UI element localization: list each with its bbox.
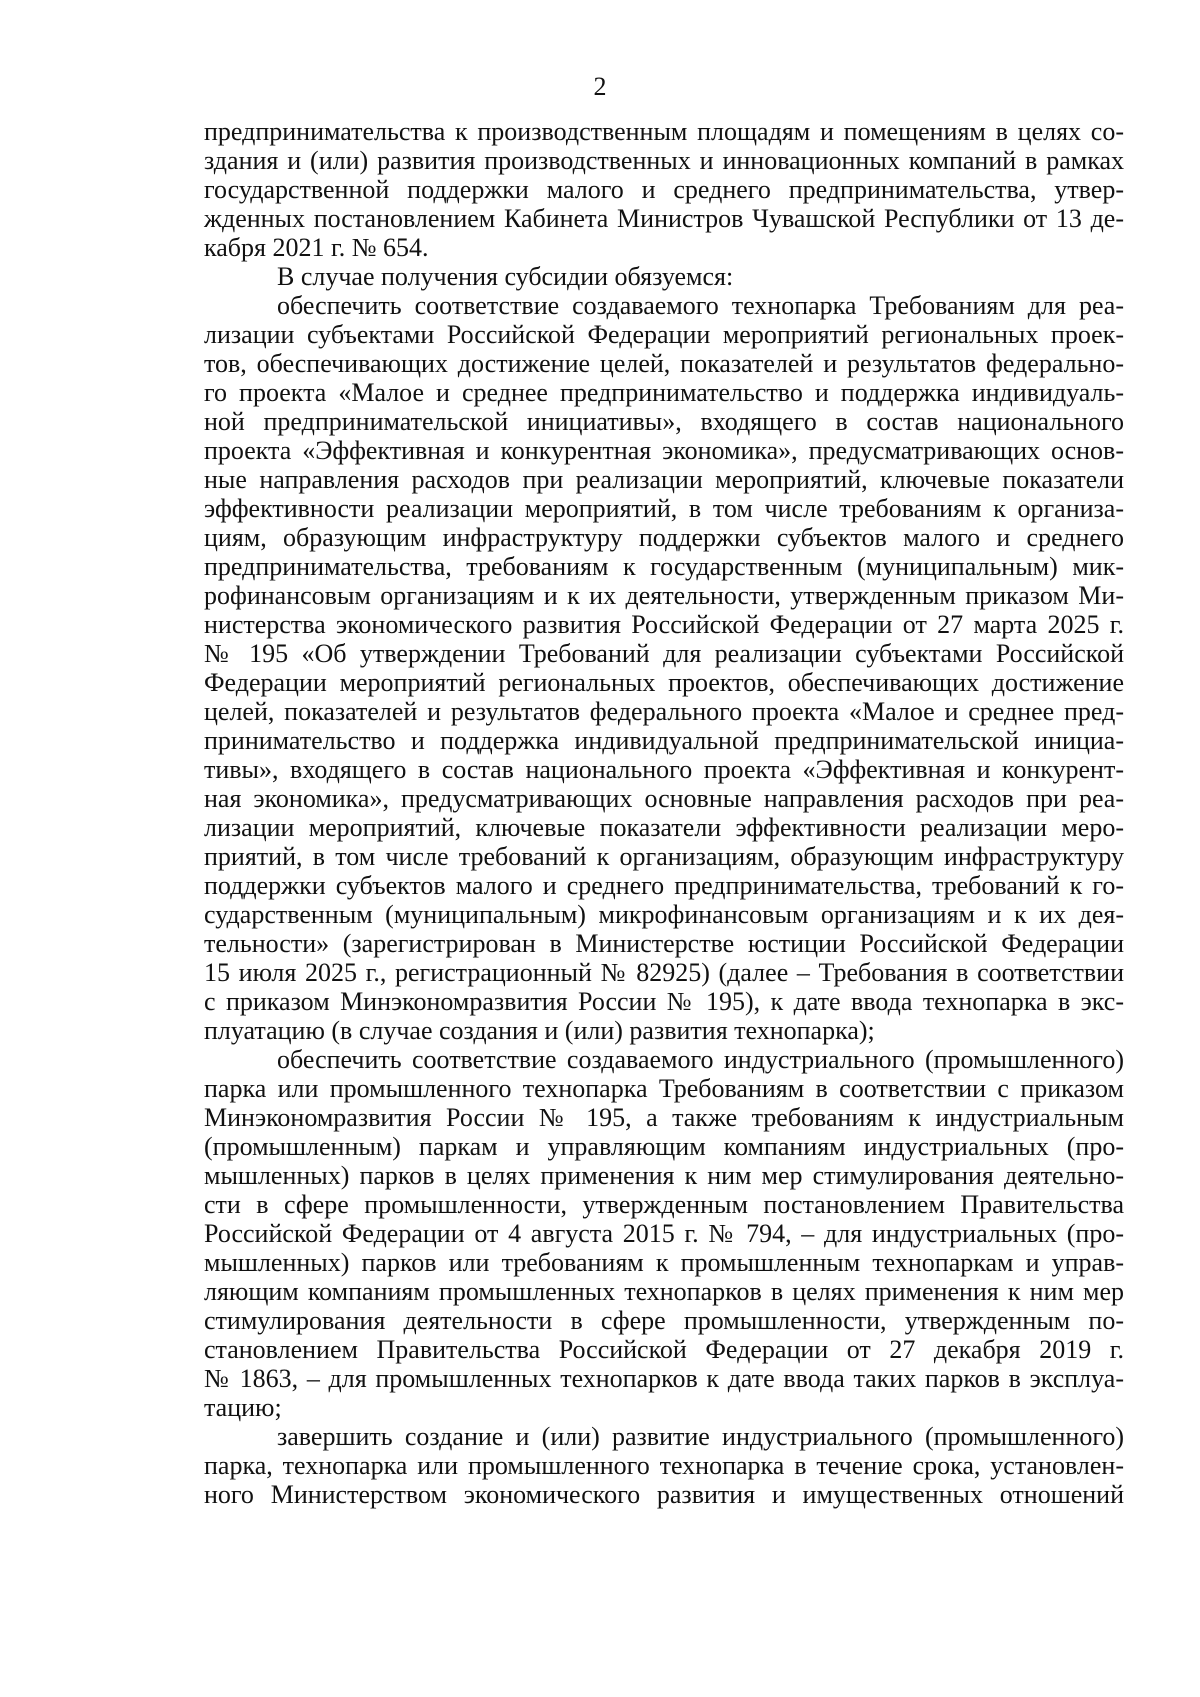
text-line: рофинансовым организациям и к их деятельности, утвержденным приказом Ми-	[204, 581, 1124, 610]
text-line: тельности» (зарегистрирован в Министерстве юстиции Российской Федерации	[204, 929, 1124, 958]
text-line: ной предпринимательской инициативы», входящего в состав национального	[204, 407, 1124, 436]
text-line: нистерства экономического развития Российской Федерации от 27 марта 2025 г.	[204, 610, 1124, 639]
text-line: ные направления расходов при реализации мероприятий, ключевые показатели	[204, 465, 1124, 494]
text-line: стимулирования деятельности в сфере промышленности, утвержденным по-	[204, 1306, 1124, 1335]
text-line: тивы», входящего в состав национального проекта «Эффективная и конкурент-	[204, 755, 1124, 784]
text-line: становлением Правительства Российской Федерации от 27 декабря 2019 г.	[204, 1335, 1124, 1364]
text-line: парка или промышленного технопарка Требованиям в соответствии с приказом	[204, 1074, 1124, 1103]
text-line: го проекта «Малое и среднее предпринимательство и поддержка индивидуаль-	[204, 378, 1124, 407]
page-number: 2	[593, 72, 607, 101]
text-line: 15 июля 2025 г., регистрационный № 82925) (далее – Требования в соответствии	[204, 958, 1124, 987]
text-line: В случае получения субсидии обязуемся:	[277, 262, 734, 291]
body-text	[204, 117, 1124, 1509]
text-line: тацию;	[204, 1393, 282, 1422]
text-line: государственной поддержки малого и среднего предпринимательства, утвер-	[204, 175, 1124, 204]
text-line: здания и (или) развития производственных и инновационных компаний в рамках	[204, 146, 1124, 175]
text-line: целей, показателей и результатов федерального проекта «Малое и среднее пред-	[204, 697, 1124, 726]
text-line: обеспечить соответствие создаваемого технопарка Требованиям для реа-	[277, 291, 1124, 320]
text-line: поддержки субъектов малого и среднего предпринимательства, требований к го-	[204, 871, 1124, 900]
text-line: (промышленным) паркам и управляющим компаниям индустриальных (про-	[204, 1132, 1124, 1161]
text-line: плуатацию (в случае создания и (или) развития технопарка);	[204, 1016, 875, 1045]
text-line: тов, обеспечивающих достижение целей, показателей и результатов федерально-	[204, 349, 1124, 378]
text-line: Федерации мероприятий региональных проектов, обеспечивающих достижение	[204, 668, 1124, 697]
text-line: эффективности реализации мероприятий, в том числе требованиям к организа-	[204, 494, 1124, 523]
text-line: сударственным (муниципальным) микрофинансовым организациям и к их дея-	[204, 900, 1124, 929]
text-line: сти в сфере промышленности, утвержденным постановлением Правительства	[204, 1190, 1124, 1219]
text-line: обеспечить соответствие создаваемого индустриального (промышленного)	[277, 1045, 1124, 1074]
text-line: предпринимательства, требованиям к государственным (муниципальным) мик-	[204, 552, 1124, 581]
text-line: парка, технопарка или промышленного технопарка в течение срока, установлен-	[204, 1451, 1124, 1480]
text-line: № 195 «Об утверждении Требований для реализации субъектами Российской	[204, 639, 1124, 668]
text-line: жденных постановлением Кабинета Министров Чувашской Республики от 13 де-	[204, 204, 1124, 233]
text-line: лизации субъектами Российской Федерации мероприятий региональных проек-	[204, 320, 1124, 349]
text-line: № 1863, – для промышленных технопарков к дате ввода таких парков в эксплуа-	[204, 1364, 1124, 1393]
text-line: приятий, в том числе требований к организациям, образующим инфраструктуру	[204, 842, 1124, 871]
text-line: мышленных) парков в целях применения к ним мер стимулирования деятельно-	[204, 1161, 1124, 1190]
text-line: проекта «Эффективная и конкурентная экономика», предусматривающих основ-	[204, 436, 1124, 465]
text-line: предпринимательства к производственным площадям и помещениям в целях со-	[204, 117, 1124, 146]
text-line: принимательство и поддержка индивидуальной предпринимательской инициа-	[204, 726, 1124, 755]
text-line: циям, образующим инфраструктуру поддержки субъектов малого и среднего	[204, 523, 1124, 552]
text-line: мышленных) парков или требованиям к промышленным технопаркам и управ-	[204, 1248, 1124, 1277]
text-line: ная экономика», предусматривающих основные направления расходов при реа-	[204, 784, 1124, 813]
text-line: ного Министерством экономического развития и имущественных отношений	[204, 1480, 1124, 1509]
text-line: Российской Федерации от 4 августа 2015 г. № 794, – для индустриальных (про-	[204, 1219, 1124, 1248]
text-line: лизации мероприятий, ключевые показатели эффективности реализации меро-	[204, 813, 1124, 842]
text-line: Минэкономразвития России № 195, а также требованиям к индустриальным	[204, 1103, 1124, 1132]
text-line: кабря 2021 г. № 654.	[204, 233, 429, 262]
text-line: ляющим компаниям промышленных технопарков в целях применения к ним мер	[204, 1277, 1124, 1306]
text-line: завершить создание и (или) развитие индустриального (промышленного)	[277, 1422, 1124, 1451]
text-line: с приказом Минэкономразвития России № 195), к дате ввода технопарка в экс-	[204, 987, 1124, 1016]
